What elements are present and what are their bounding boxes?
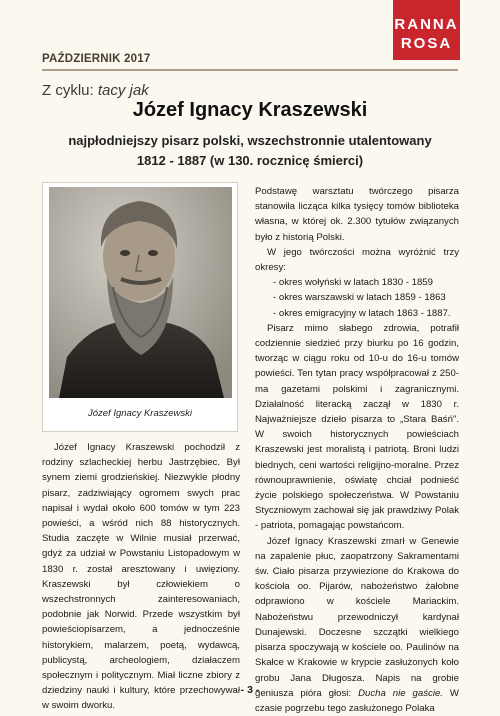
period-item: - okres emigracyjny w latach 1863 - 1887. [273, 307, 451, 319]
magazine-logo [393, 0, 460, 60]
header-divider [42, 69, 458, 71]
grave-inscription: Ducha nie gaście. [358, 687, 443, 699]
page-number: - 3 - [240, 684, 260, 696]
series-prefix: Z cyklu: [42, 82, 98, 99]
left-paragraph: Józef Ignacy Kraszewski pochodził z rodziny szlacheckiej herbu Jastrzębiec. Był synem ziemi grodzieńskiej. Niezwykle płodny pisarz, zadziwiający ogromem swych prac napisał i wydał około 600 tomów w tym 223 powieści, a wśród nich 88 historycznych. Studia zaczęte w Wilnie musiał przerwać, gdyż za udział w Powstaniu Listopadowym w 1830 r. został aresztowany i uwięziony. Kraszewski był człowiekiem o wszechstronnych zainteresowaniach, podobnie jak Norwid. Przede wszystkim był powieściopisarzem, a jednocześnie historykiem, malarzem, poetą, wydawcą, publicystą, archeologiem, działaczem społecznym i politycznym. Miał liczne zbiory z dziedziny nauki i kultury, które przechowywał w swoim dworku. [42, 442, 240, 712]
article-right-column [255, 184, 459, 716]
periods-intro: W jego twórczości można wyróżnić trzy okresy: [255, 246, 459, 274]
period-item: - okres wołyński w latach 1830 - 1859 [273, 277, 433, 289]
article-dates: 1812 - 1887 (w 130. rocznicę śmierci) [136, 153, 364, 168]
right-intro-paragraph: Podstawę warsztatu twórczego pisarza stanowiła licząca kilka tysięcy tomów biblioteka własna, w której ok. 2.300 tytułów związanych było z historią Polski. [255, 186, 459, 243]
logo-line-2: ROSA [400, 35, 453, 52]
portrait-photo [49, 187, 232, 398]
series-label [42, 82, 149, 99]
portrait-caption: Józef Ignacy Kraszewski [87, 408, 192, 419]
death-text: Józef Ignacy Kraszewski zmarł w Genewie na zapalenie płuc, zaopatrzony Sakramentami św. Ciało pisarza przywiezione do Krakowa do kościoła oo. Pijarów, nabożeństwo żałobne odprawiono w kościele Mariackim. Nabożeństwu przewodniczył kardynał Dunajewski. Doczesne szczątki wielkiego pisarza spoczywają w kościele oo. Paulinów na Skałce w Krakowie w krypcie zasłużonych koło grobu Jana Długosza. Napis na grobie geniusza pióra głosi: [255, 535, 459, 699]
death-text-continued: W czasie pogrzebu tego zasłużonego Polaka [255, 687, 459, 714]
issue-date: PAŹDZIERNIK 2017 [42, 53, 151, 65]
article-title: Józef Ignacy Kraszewski [132, 99, 368, 121]
article-subtitle: najpłodniejszy pisarz polski, wszechstronnie utalentowany [68, 133, 432, 148]
article-left-column [42, 440, 240, 714]
portrait-figure [42, 182, 238, 432]
logo-line-1: RANNA [394, 16, 459, 33]
period-item: - okres warszawski w latach 1859 - 1863 [273, 292, 446, 304]
series-name: tacy jak [97, 82, 149, 99]
right-paragraph-work: Pisarz mimo słabego zdrowia, potrafił codziennie siedzieć przy biurku po 16 godzin, tworząc w ciągu roku od 10-u do 16-u tomów powieści. Ten tytan pracy współpracował z 250-ma gazetami polskimi i zagranicznymi. Działalność literacką zaczął w 1830 r. Najważniejsze dzieło pisarza to „Stara Baśń". W swoich historycznych powieściach Kraszewski jest moralistą i patriotą. Broni ludzi biednych, ceni wartości religijno-moralne. Przez równouprawnienie, oświatę chciał podnieść życie polskiego społeczeństwa. W Powstaniu Styczniowym zachował się jak prawdziwy Polak - patriota, pomagając powstańcom. [255, 322, 459, 532]
